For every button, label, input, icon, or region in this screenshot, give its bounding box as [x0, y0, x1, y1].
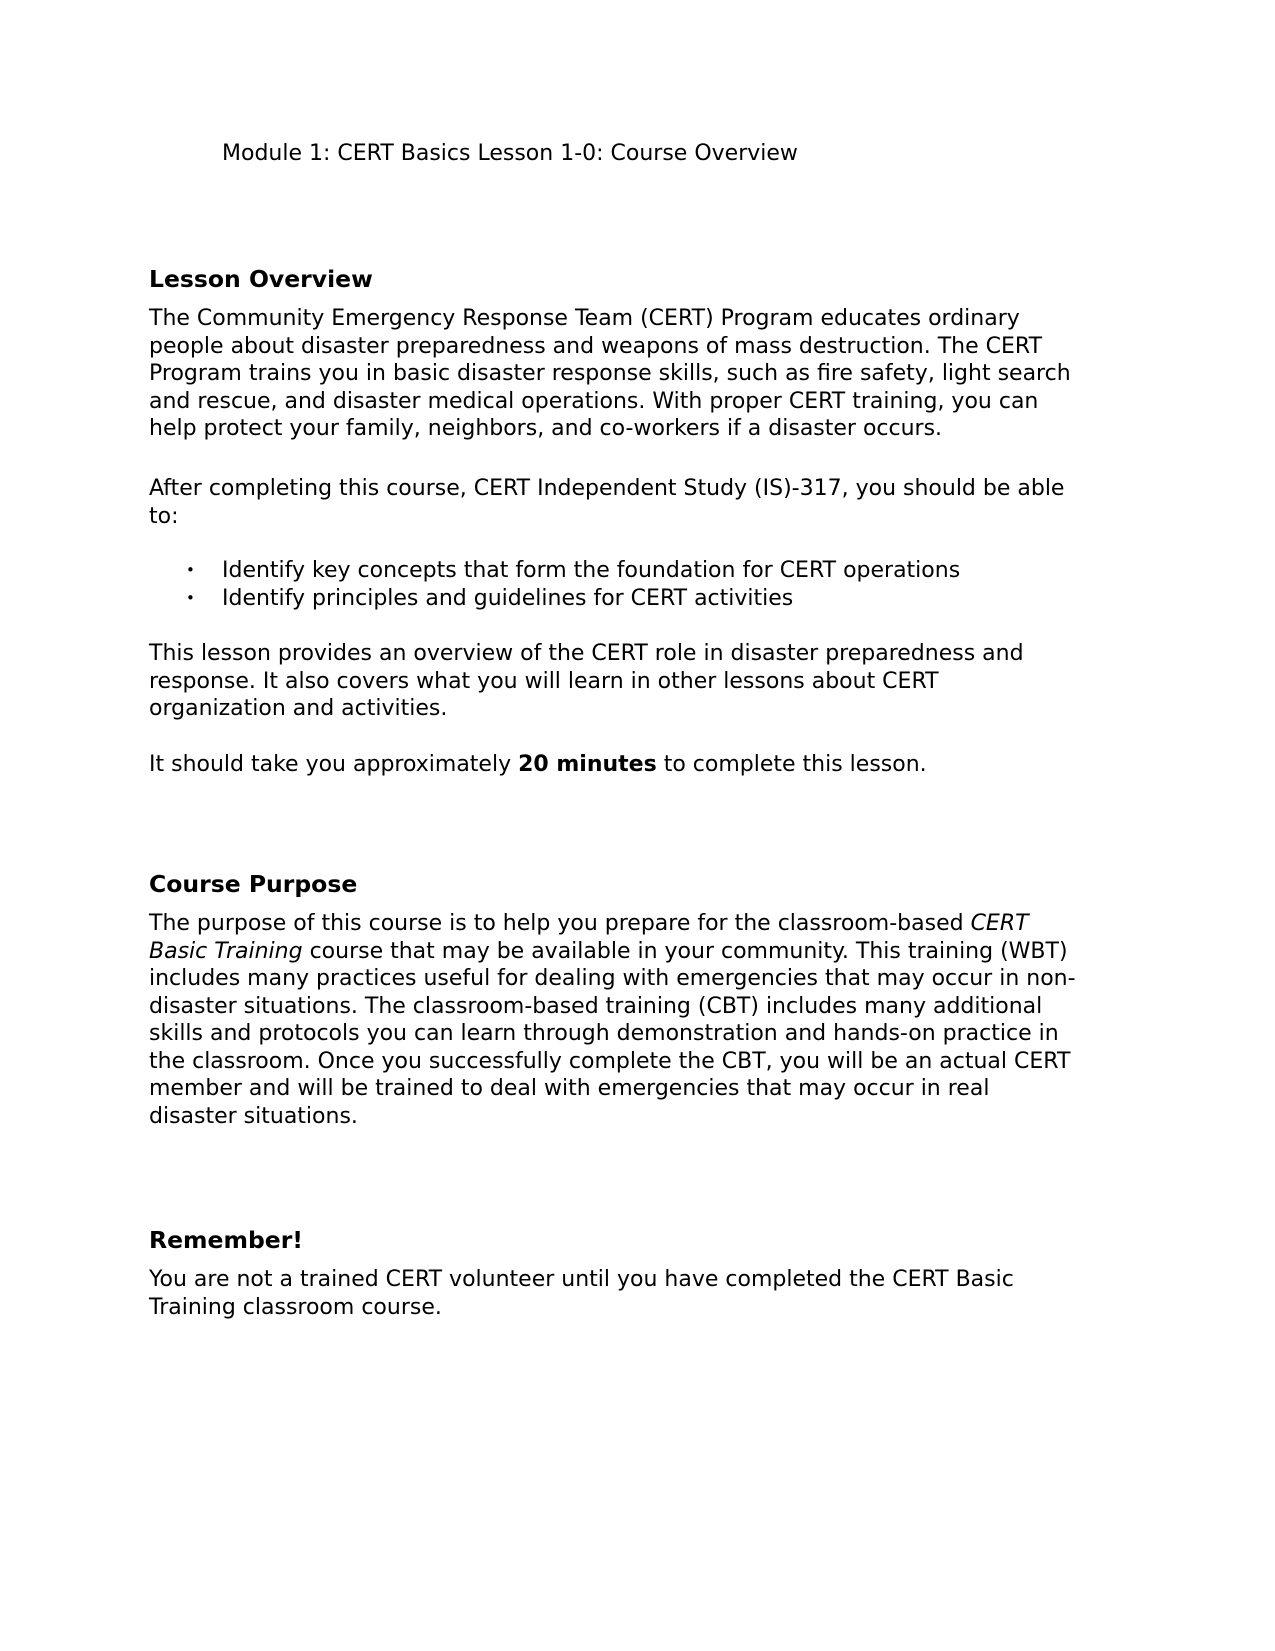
course-purpose-paragraph	[149, 910, 1149, 1130]
duration-value: 20 minutes	[518, 752, 657, 777]
text-line: After completing this course, CERT Independent Study (IS)-317, you should be able	[149, 476, 1065, 501]
text-line: disaster situations. The classroom-based training (CBT) includes many additional	[149, 993, 1043, 1019]
text-line: organization and activities.	[149, 696, 448, 721]
bullet-icon: •	[186, 588, 195, 607]
objective-text: Identify principles and guidelines for CERT activities	[222, 585, 794, 611]
text-line: help protect your family, neighbors, and co-workers if a disaster occurs.	[149, 416, 943, 441]
text-run: The purpose of this course is to help you prepare for the classroom-based	[149, 911, 971, 936]
text-line: and rescue, and disaster medical operations. With proper CERT training, you can	[149, 388, 1039, 414]
text-line: response. It also covers what you will learn in other lessons about CERT	[149, 668, 939, 694]
course-purpose-heading: Course Purpose	[149, 870, 358, 898]
text-line	[149, 938, 1149, 966]
lesson-overview-paragraph-1	[149, 305, 1149, 443]
text-line: people about disaster preparedness and weapons of mass destruction. The CERT	[149, 333, 1043, 359]
text-line	[149, 910, 1149, 938]
text-line: to:	[149, 503, 179, 529]
italic-text: Basic Training	[149, 938, 303, 964]
text-line: Program trains you in basic disaster response skills, such as fire safety, light search	[149, 361, 1071, 386]
text-line: disaster situations.	[149, 1103, 358, 1129]
text-line	[149, 751, 1149, 779]
objective-text: Identify key concepts that form the foundation for CERT operations	[222, 558, 961, 583]
text-line: The Community Emergency Response Team (CERT) Program educates ordinary	[149, 306, 1020, 331]
text-line: Training classroom course.	[149, 1294, 442, 1320]
list-item	[149, 557, 960, 585]
duration-text-before: It should take you approximately	[149, 752, 519, 777]
duration-text-after: to complete this lesson.	[656, 752, 927, 777]
text-line: This lesson provides an overview of the CERT role in disaster preparedness and	[149, 641, 1024, 666]
remember-heading: Remember!	[149, 1226, 304, 1254]
text-line: the classroom. Once you successfully complete the CBT, you will be an actual CERT	[149, 1048, 1071, 1074]
lesson-overview-paragraph-3	[149, 640, 1149, 723]
text-line: You are not a trained CERT volunteer until you have completed the CERT Basic	[149, 1267, 1014, 1292]
text-line: member and will be trained to deal with emergencies that may occur in real	[149, 1076, 990, 1101]
lesson-overview-paragraph-2	[149, 475, 1149, 530]
objectives-list	[149, 557, 960, 612]
list-item	[149, 585, 960, 613]
text-line: includes many practices useful for dealing with emergencies that may occur in non-	[149, 966, 1076, 991]
lesson-duration	[149, 751, 1149, 779]
text-line: skills and protocols you can learn through demonstration and hands-on practice in	[149, 1021, 1059, 1046]
remember-paragraph	[149, 1266, 1149, 1321]
module-title: Module 1: CERT Basics Lesson 1-0: Course Overview	[222, 141, 798, 166]
text-run: course that may be available in your community. This training (WBT)	[302, 938, 1068, 964]
italic-text: CERT	[970, 911, 1029, 936]
bullet-icon: •	[186, 561, 195, 579]
lesson-overview-heading: Lesson Overview	[149, 265, 373, 293]
